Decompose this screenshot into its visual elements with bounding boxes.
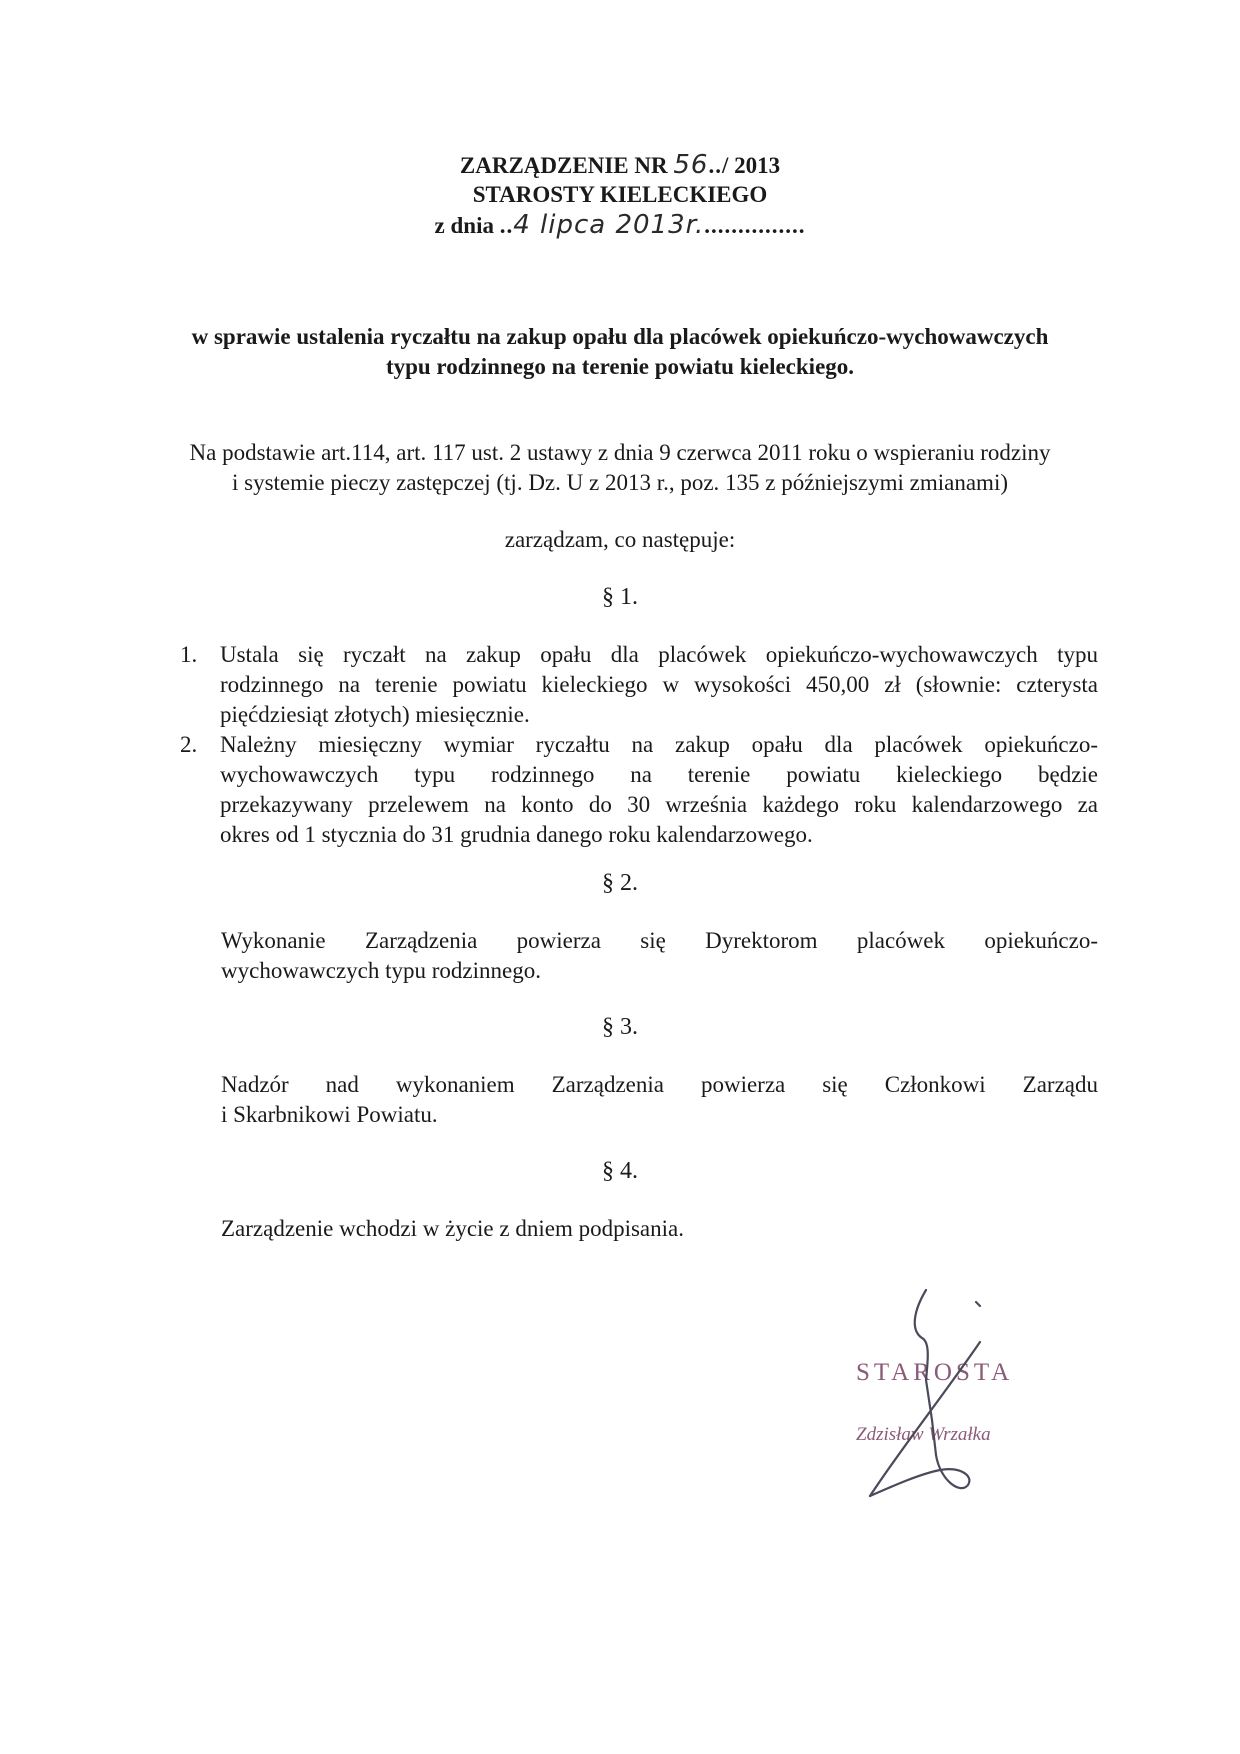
list-item-number: 2. bbox=[180, 732, 198, 757]
section-2-line-1: Wykonanie Zarządzenia powierza się Dyrektorom placówek opiekuńczo- bbox=[221, 928, 1098, 953]
section-2-line-2: wychowawczych typu rodzinnego. bbox=[221, 958, 541, 983]
section-2-sign: § 2. bbox=[602, 870, 638, 896]
section-3-sign: § 3. bbox=[602, 1014, 638, 1040]
section-3-text bbox=[221, 1070, 1098, 1130]
list-item-line: pięćdziesiąt złotych) miesięcznie. bbox=[220, 702, 530, 727]
handwritten-signature bbox=[870, 1290, 980, 1496]
list-item bbox=[180, 730, 1098, 850]
section-3-line-2: i Skarbnikowi Powiatu. bbox=[221, 1102, 438, 1127]
list-item-line: okres od 1 stycznia do 31 grudnia danego roku kalendarzowego. bbox=[220, 822, 813, 847]
issuer-line: STAROSTY KIELECKIEGO bbox=[472, 182, 768, 207]
section-4-line-1: Zarządzenie wchodzi w życie z dniem podpisania. bbox=[221, 1216, 684, 1241]
section-4-text bbox=[221, 1214, 1098, 1244]
section-1-list bbox=[180, 640, 1098, 850]
date-line bbox=[0, 210, 1240, 240]
section-1-sign: § 1. bbox=[602, 584, 638, 610]
list-item-number: 1. bbox=[180, 642, 198, 667]
legal-basis bbox=[140, 438, 1100, 498]
document-heading bbox=[0, 150, 1240, 240]
legal-basis-line-1: Na podstawie art.114, art. 117 ust. 2 ustawy z dnia 9 czerwca 2011 roku o wspieraniu rodziny bbox=[189, 440, 1051, 465]
section-3-line-1: Nadzór nad wykonaniem Zarządzenia powierza się Członkowi Zarządu bbox=[221, 1072, 1098, 1097]
stamp-title: STAROSTA bbox=[856, 1359, 1014, 1386]
legal-basis-line-2: i systemie pieczy zastępczej (tj. Dz. U z 2013 r., poz. 135 z późniejszymi zmianami) bbox=[232, 470, 1008, 495]
date-prefix: z dnia bbox=[434, 213, 494, 238]
stamp-name: Zdzisław Wrzałka bbox=[856, 1424, 991, 1445]
list-item-line: przekazywany przelewem na konto do 30 września każdego roku kalendarzowego za bbox=[220, 792, 1098, 817]
list-item bbox=[180, 640, 1098, 730]
title-suffix: / 2013 bbox=[721, 153, 781, 178]
signature-stamp bbox=[840, 1280, 1060, 1510]
handwritten-number: 56 bbox=[673, 150, 709, 180]
list-item-line: Należny miesięczny wymiar ryczałtu na zakup opału dla placówek opiekuńczo- bbox=[220, 732, 1098, 757]
title-prefix: ZARZĄDZENIE NR bbox=[459, 153, 668, 178]
subject-line-2: typu rodzinnego na terenie powiatu kieleckiego. bbox=[385, 354, 855, 379]
handwritten-date: 4 lipca 2013r. bbox=[513, 210, 705, 240]
subject-line-1: w sprawie ustalenia ryczałtu na zakup opału dla placówek opiekuńczo-wychowawczych bbox=[191, 324, 1049, 349]
decree-phrase: zarządzam, co następuje: bbox=[504, 527, 736, 552]
section-2-text bbox=[221, 926, 1098, 986]
list-item-line: rodzinnego na terenie powiatu kieleckiego w wysokości 450,00 zł (słownie: czterysta bbox=[220, 672, 1098, 697]
date-dots-left: .. bbox=[499, 213, 514, 238]
title-line bbox=[0, 150, 1240, 180]
date-dots-right: ............... bbox=[704, 213, 806, 238]
list-item-line: wychowawczych typu rodzinnego na terenie powiatu kieleckiego będzie bbox=[220, 762, 1098, 787]
section-4-sign: § 4. bbox=[602, 1158, 638, 1184]
document-subject bbox=[140, 322, 1100, 382]
list-item-line: Ustala się ryczałt na zakup opału dla placówek opiekuńczo-wychowawczych typu bbox=[220, 642, 1098, 667]
number-dots: .. bbox=[708, 153, 722, 178]
